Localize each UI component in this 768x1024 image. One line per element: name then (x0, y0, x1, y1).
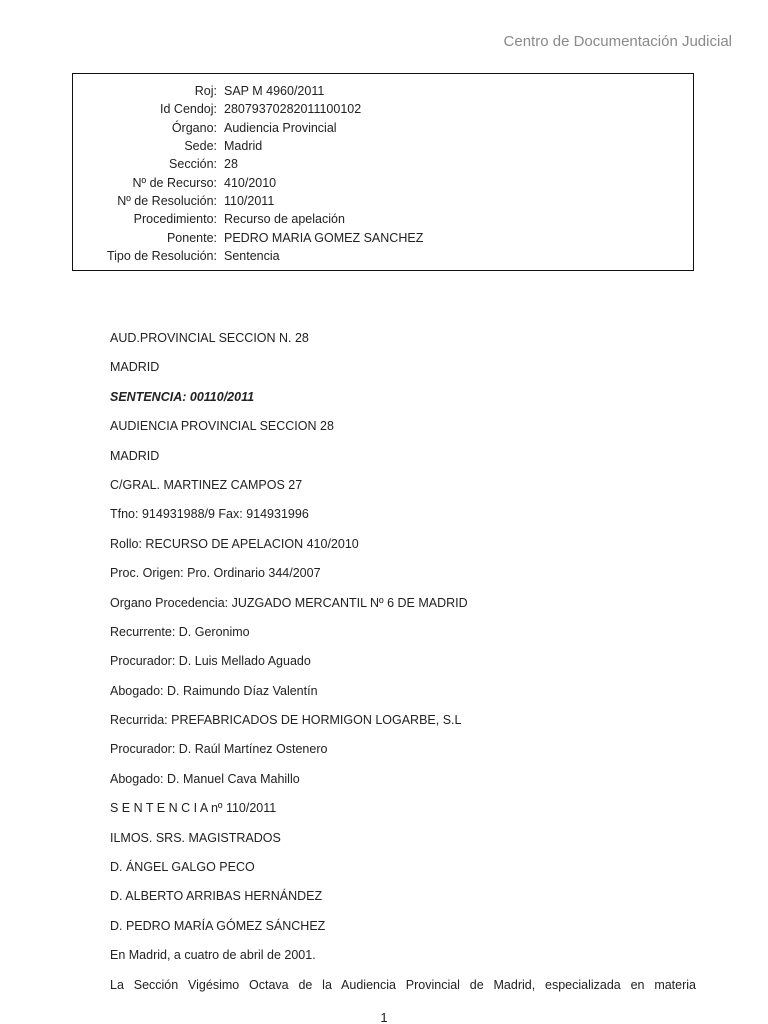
respondent-line: Recurrida: PREFABRICADOS DE HORMIGON LOGARBE, S.L (110, 713, 462, 728)
magistrates-heading: ILMOS. SRS. MAGISTRADOS (110, 830, 281, 845)
magistrate-name: D. ÁNGEL GALGO PECO (110, 860, 255, 875)
document-body (110, 328, 696, 1004)
appellant-lawyer-line: Abogado: D. Raimundo Díaz Valentín (110, 683, 318, 698)
metadata-row-recurso (73, 173, 693, 191)
sentence-title-line: S E N T E N C I A nº 110/2011 (110, 801, 277, 816)
metadata-label: Nº de Recurso: (132, 175, 217, 190)
body-paragraph-line: La Sección Vigésimo Octava de la Audiencia Provincial de Madrid, especializada en materia (110, 977, 696, 992)
metadata-value: 28 (224, 157, 238, 172)
metadata-row-organo (73, 119, 693, 137)
metadata-label: Tipo de Resolución: (106, 248, 217, 263)
city-line: MADRID (110, 360, 160, 375)
place-date-line: En Madrid, a cuatro de abril de 2001. (110, 948, 316, 963)
respondent-procurator-line: Procurador: D. Raúl Martínez Ostenero (110, 742, 328, 757)
metadata-row-id-cendoj (73, 100, 693, 118)
city-line: MADRID (110, 448, 160, 463)
phone-fax-line: Tfno: 914931988/9 Fax: 914931996 (110, 507, 309, 522)
rollo-line: Rollo: RECURSO DE APELACION 410/2010 (110, 536, 359, 551)
address-line: C/GRAL. MARTINEZ CAMPOS 27 (110, 477, 303, 492)
court-name-line: AUD.PROVINCIAL SECCION N. 28 (110, 331, 309, 345)
metadata-label: Ponente: (166, 230, 217, 245)
sentence-number-heading: SENTENCIA: 00110/2011 (110, 389, 255, 404)
page-header-title: Centro de Documentación Judicial (503, 33, 732, 50)
origin-court-line: Organo Procedencia: JUZGADO MERCANTIL Nº 6 DE MADRID (110, 595, 468, 610)
magistrate-name: D. PEDRO MARÍA GÓMEZ SÁNCHEZ (110, 918, 326, 933)
metadata-row-resolucion (73, 192, 693, 210)
metadata-value: SAP M 4960/2011 (224, 84, 325, 99)
metadata-label: Sección: (169, 157, 217, 172)
metadata-value: Recurso de apelación (224, 212, 345, 227)
metadata-row-seccion (73, 155, 693, 173)
metadata-box (72, 73, 694, 271)
metadata-row-ponente (73, 228, 693, 246)
respondent-lawyer-line: Abogado: D. Manuel Cava Mahillo (110, 771, 300, 786)
metadata-value: PEDRO MARIA GOMEZ SANCHEZ (224, 230, 424, 245)
metadata-value: Audiencia Provincial (224, 120, 337, 135)
metadata-label: Órgano: (171, 120, 217, 135)
magistrate-name: D. ALBERTO ARRIBAS HERNÁNDEZ (110, 889, 323, 904)
metadata-row-roj (73, 82, 693, 100)
metadata-value: 110/2011 (224, 193, 275, 208)
metadata-label: Sede: (184, 139, 217, 154)
metadata-table (73, 82, 693, 265)
metadata-value: Madrid (224, 139, 263, 154)
metadata-label: Roj: (194, 84, 217, 99)
origin-procedure-line: Proc. Origen: Pro. Ordinario 344/2007 (110, 566, 321, 581)
metadata-label: Procedimiento: (133, 212, 217, 227)
metadata-value: Sentencia (224, 248, 280, 263)
metadata-label: Nº de Resolución: (117, 193, 217, 208)
appellant-line: Recurrente: D. Geronimo (110, 624, 250, 639)
metadata-row-tipo-resolucion (73, 247, 693, 265)
page-number: 1 (380, 1010, 388, 1024)
court-full-name-line: AUDIENCIA PROVINCIAL SECCION 28 (110, 419, 334, 434)
metadata-value: 28079370282011100102 (224, 102, 362, 117)
metadata-row-sede (73, 137, 693, 155)
metadata-value: 410/2010 (224, 175, 277, 190)
metadata-label: Id Cendoj: (160, 102, 217, 117)
metadata-row-procedimiento (73, 210, 693, 228)
appellant-procurator-line: Procurador: D. Luis Mellado Aguado (110, 654, 311, 669)
